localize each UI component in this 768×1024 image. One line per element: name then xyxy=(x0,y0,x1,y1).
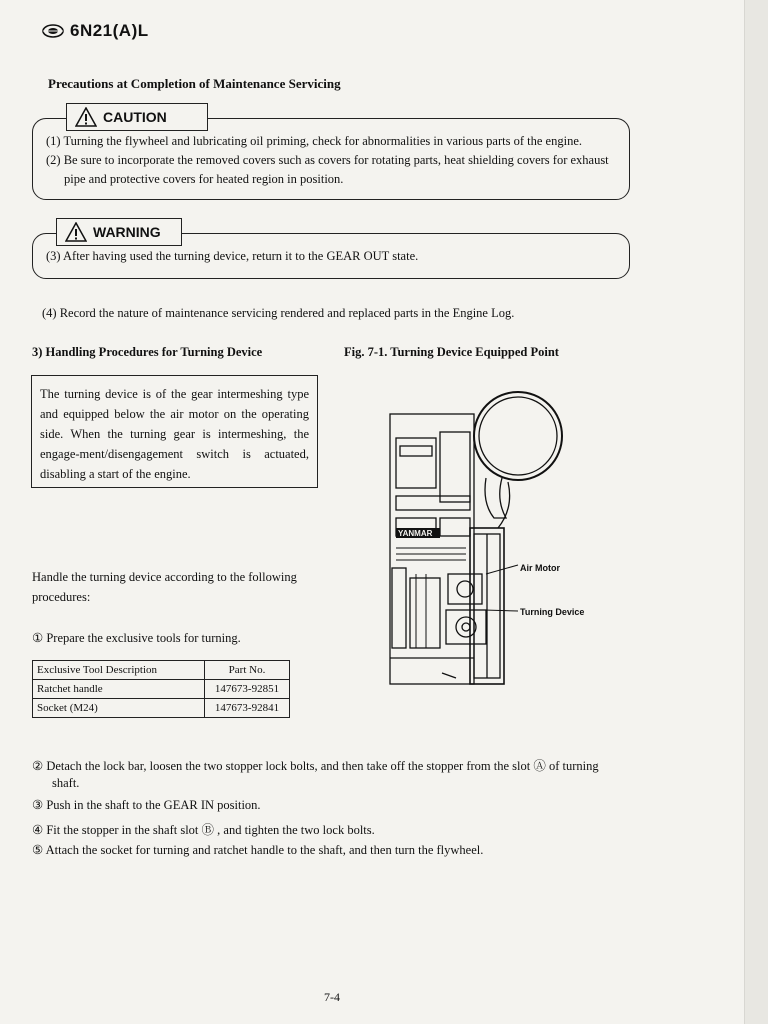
warning-badge xyxy=(56,218,182,246)
table-cell: 147673-92851 xyxy=(205,680,290,699)
section-title: Precautions at Completion of Maintenance Servicing xyxy=(48,76,341,91)
procedure-intro-line2: procedures: xyxy=(32,590,91,604)
step-3: ③ Push in the shaft to the GEAR IN position. xyxy=(32,798,261,812)
table-header-part-no: Part No. xyxy=(205,661,290,680)
handling-title: 3) Handling Procedures for Turning Device xyxy=(32,345,263,359)
caution-badge xyxy=(66,103,208,131)
table-header-row xyxy=(33,661,290,680)
step-2: ② Detach the lock bar, loosen the two stopper lock bolts, and then take off the stopper from the slot Ⓐ of turning xyxy=(32,759,599,773)
step-1: ① Prepare the exclusive tools for turning. xyxy=(32,631,241,645)
caution-item-2-cont: pipe and protective covers for heated region in position. xyxy=(64,172,344,186)
table-header-description: Exclusive Tool Description xyxy=(33,661,205,680)
warning-triangle-icon xyxy=(75,107,97,127)
table-cell: Socket (M24) xyxy=(33,699,205,718)
caution-item-1: (1) Turning the flywheel and lubricating oil priming, check for abnormalities in various parts of the engine. xyxy=(46,134,582,148)
figure-caption: Fig. 7-1. Turning Device Equipped Point xyxy=(344,345,559,359)
exclusive-tools-table xyxy=(32,660,290,718)
table-cell: Ratchet handle xyxy=(33,680,205,699)
page-edge xyxy=(744,0,768,1024)
warning-label: WARNING xyxy=(93,224,161,240)
step-5: ⑤ Attach the socket for turning and ratchet handle to the shaft, and then turn the flywheel. xyxy=(32,843,484,857)
turning-device-description: The turning device is of the gear intermeshing type and equipped below the air motor on the operating side. When the turning gear is intermeshing, the engage-ment/disengagement switch is actuated, disabling a start of the engine. xyxy=(31,375,318,488)
air-motor-label: Air Motor xyxy=(520,563,560,573)
turning-device-figure xyxy=(386,378,626,688)
warning-triangle-icon xyxy=(65,222,87,242)
page-number: 7-4 xyxy=(324,990,340,1004)
table-cell: 147673-92841 xyxy=(205,699,290,718)
table-row xyxy=(33,680,290,699)
step-2-cont: shaft. xyxy=(52,776,80,790)
model-title: 6N21(A)L xyxy=(70,21,149,40)
caution-label: CAUTION xyxy=(103,109,167,125)
procedure-intro-line1: Handle the turning device according to the following xyxy=(32,570,297,584)
caution-item-2: (2) Be sure to incorporate the removed covers such as covers for rotating parts, heat shielding covers for exhaust xyxy=(46,153,609,167)
turning-device-label: Turning Device xyxy=(520,607,585,617)
bleed-through-text xyxy=(348,86,351,101)
table-row xyxy=(33,699,290,718)
brand-plate-label: YANMAR xyxy=(398,529,433,538)
step-4: ④ Fit the stopper in the shaft slot Ⓑ , and tighten the two lock bolts. xyxy=(32,823,375,837)
item-4: (4) Record the nature of maintenance servicing rendered and replaced parts in the Engine Log. xyxy=(42,306,515,320)
warning-item-3: (3) After having used the turning device, return it to the GEAR OUT state. xyxy=(46,249,419,263)
brand-logo-icon xyxy=(42,24,64,38)
